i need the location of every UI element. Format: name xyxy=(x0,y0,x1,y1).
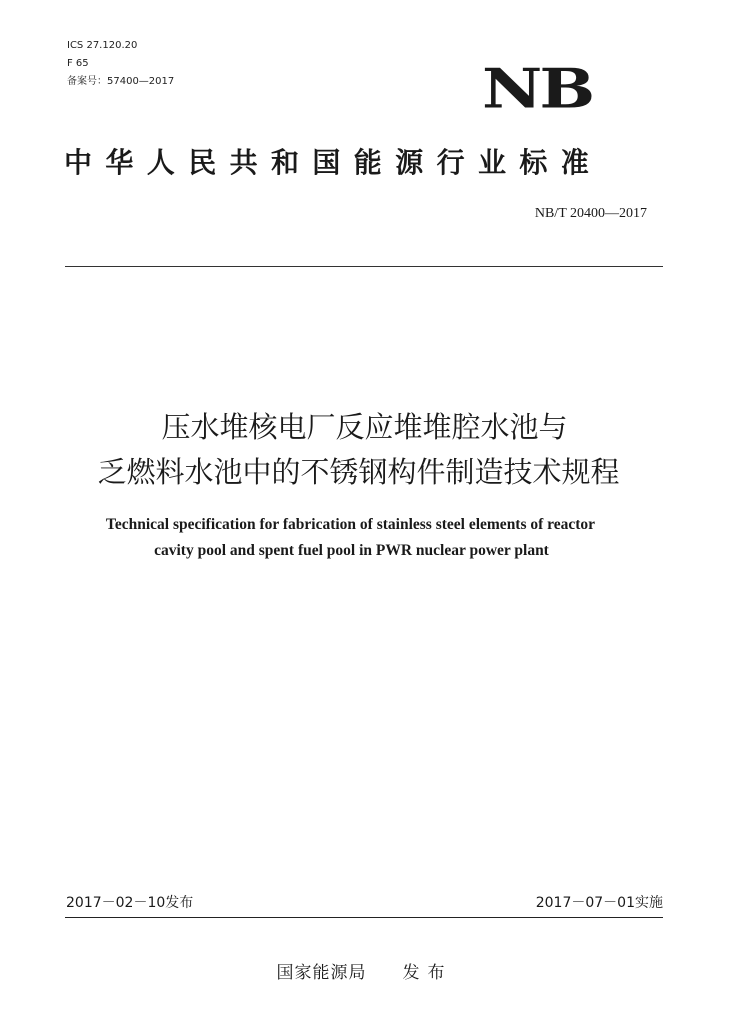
issue-date: 2017－02－10发布 xyxy=(66,895,194,911)
publisher-action: 发布 xyxy=(402,963,453,983)
standard-number: NB/T 20400—2017 xyxy=(534,206,647,221)
en-title-line-2: cavity pool and spent fuel pool in PWR nuclear power plant xyxy=(154,542,549,559)
header-divider xyxy=(65,266,663,267)
nb-logo: NB xyxy=(482,56,593,121)
org-title: 中华人民共和国能源行业标准 xyxy=(64,146,603,179)
cn-title-line-1: 压水堆核电厂反应堆堆腔水池与 xyxy=(161,410,568,444)
footer-divider xyxy=(65,917,663,918)
implementation-date: 2017－07－01实施 xyxy=(535,895,663,911)
en-title-line-1: Technical specification for fabrication of stainless steel elements of reactor xyxy=(105,516,596,533)
publisher-organization: 国家能源局 xyxy=(276,963,367,983)
classification-code: F 65 xyxy=(67,58,89,69)
ics-code: ICS 27.120.20 xyxy=(67,40,138,51)
record-number: 备案号：57400—2017 xyxy=(67,76,175,87)
publisher-line xyxy=(0,961,729,985)
cn-title-line-2: 乏燃料水池中的不锈钢构件制造技术规程 xyxy=(97,455,620,489)
